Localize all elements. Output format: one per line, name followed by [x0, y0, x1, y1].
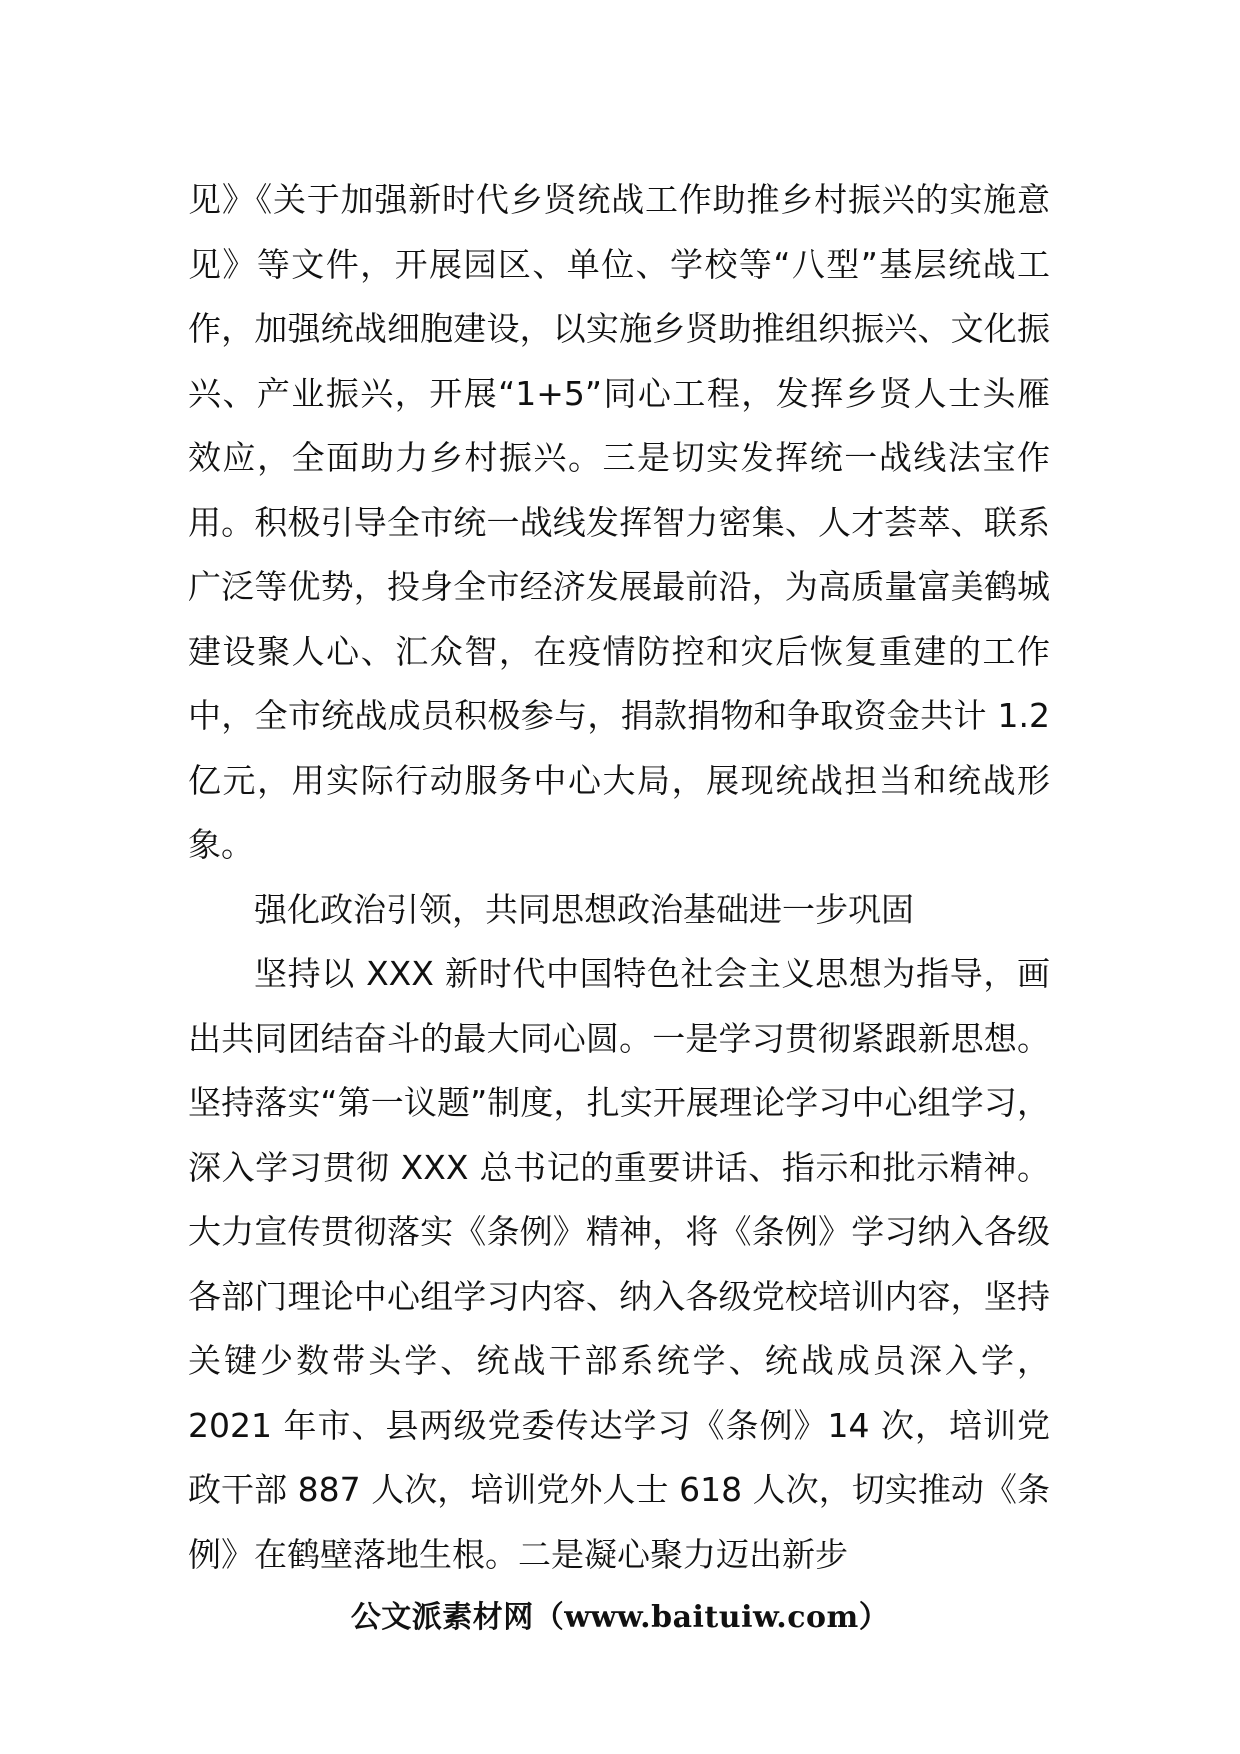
- paragraph-body: 坚持以 XXX 新时代中国特色社会主义思想为指导，画出共同团结奋斗的最大同心圆。一是学习贯彻紧跟新思想。坚持落实“第一议题”制度，扎实开展理论学习中心组学习，深入学习贯彻 XXX 总书记的重要讲话、指示和批示精神。大力宣传贯彻落实《条例》精神，将《条例》学习纳入各级各部门理论中心组学习内容、纳入各级党校培训内容，坚持关键少数带头学、统战干部系统学、统战成员深入学，2021 年市、县两级党委传达学习《条例》14 次，培训党政干部 887 人次，培训党外人士 618 人次，切实推动《条例》在鹤壁落地生根。二是凝心聚力迈出新步: [188, 954, 1050, 1574]
- section-heading: 强化政治引领，共同思想政治基础进一步巩固: [254, 889, 914, 929]
- footer-watermark: 公文派素材网（www.baituiw.com）: [350, 1600, 890, 1635]
- paragraph-continued: 见》《关于加强新时代乡贤统战工作助推乡村振兴的实施意见》等文件，开展园区、单位、学校等“八型”基层统战工作，加强统战细胞建设，以实施乡贤助推组织振兴、文化振兴、产业振兴，开展“1+5”同心工程，发挥乡贤人士头雁效应，全面助力乡村振兴。三是切实发挥统一战线法宝作用。积极引导全市统一战线发挥智力密集、人才荟萃、联系广泛等优势，投身全市经济发展最前沿，为高质量富美鹤城建设聚人心、汇众智，在疫情防控和灾后恢复重建的工作中，全市统战成员积极参与，捐款捐物和争取资金共计 1.2 亿元，用实际行动服务中心大局，展现统战担当和统战形象。: [188, 180, 1050, 864]
- document-body: [188, 168, 1050, 1587]
